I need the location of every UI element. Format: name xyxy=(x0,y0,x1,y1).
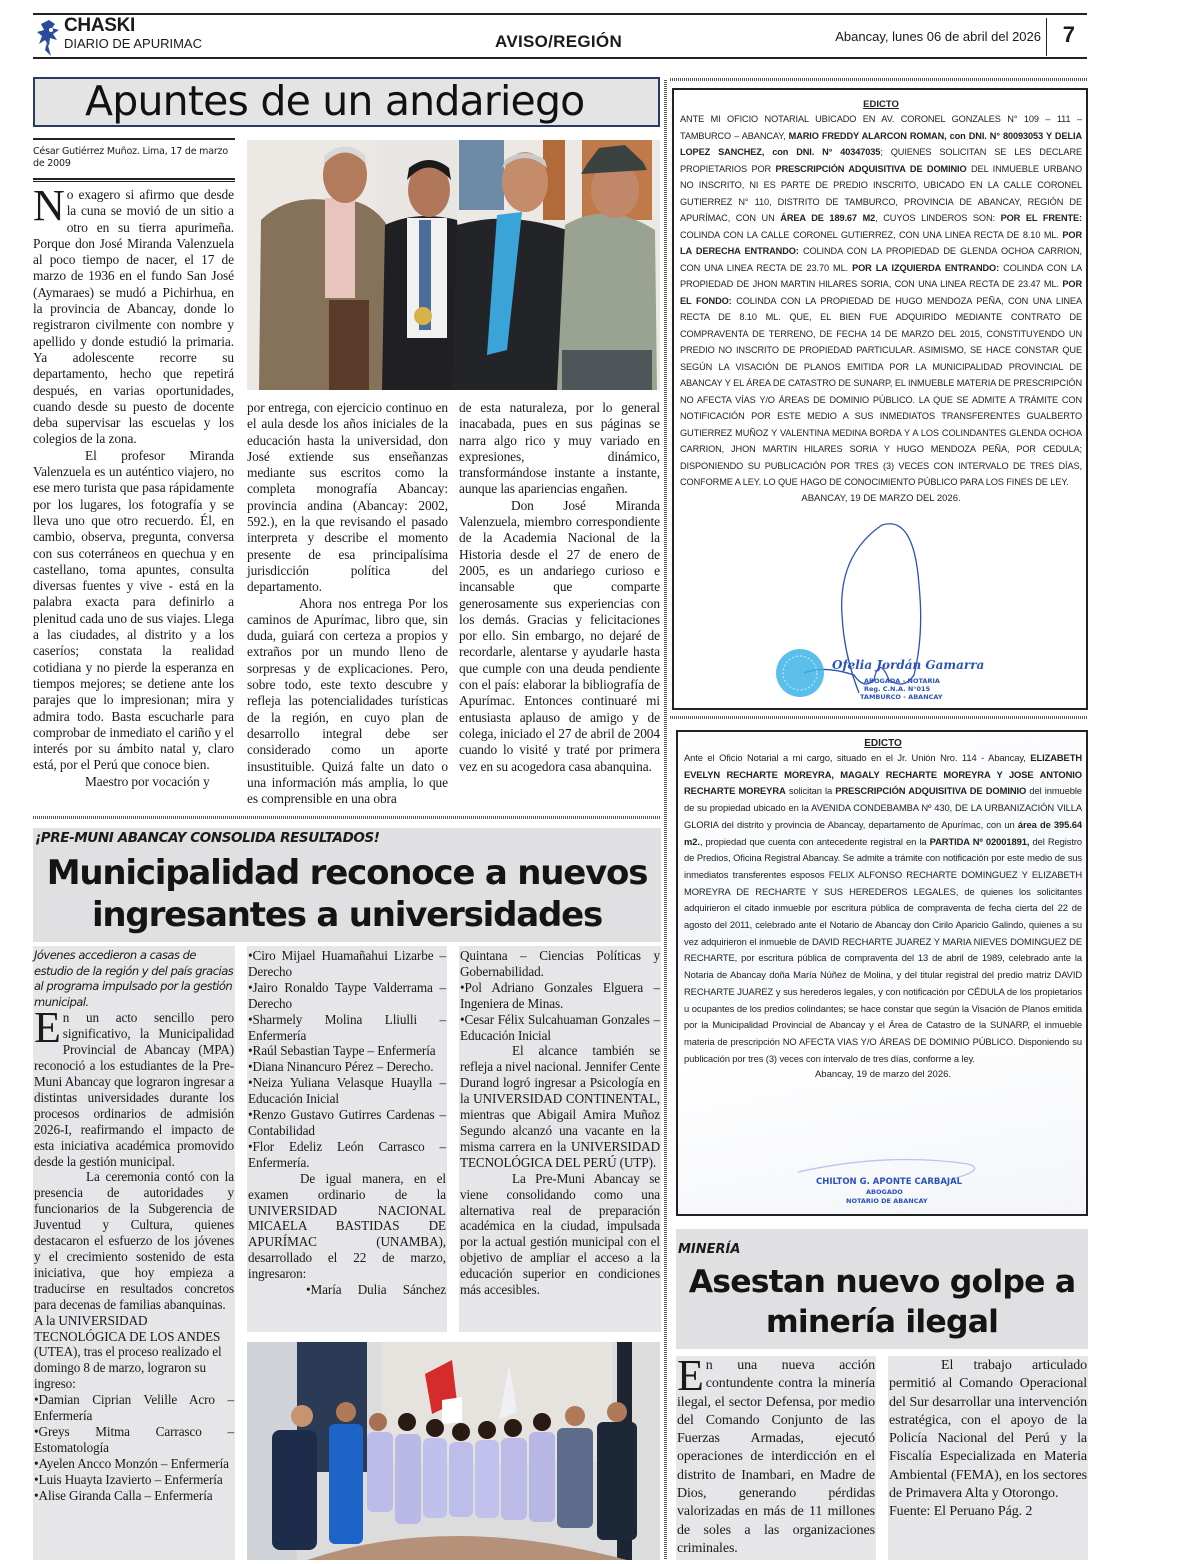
notary-signature-stamp xyxy=(764,505,984,710)
edicto-bold-text: área de 395.64 m2. xyxy=(684,818,1083,847)
paragraph: El alcance también se refleja a nivel nacional. Jennifer Cente Durand logró ingresar a Psicología en la UNIVERSIDAD CONTINENTAL, mientras que Abigail Amira Muñoz Segundo alcanzó una vacante en la misma carrera en la UNIVERSIDAD TECNOLÓGICA DEL PERÚ (UTP). xyxy=(460,1043,660,1170)
edicto-text: del inmueble de su propiedad ubicado en la AVENIDA CONDEBAMBA Nº 430, DE LA URBANIZACIÓN VILLA GLORIA del distrito y provincia de Abancay, departamento de Apurímac, con un xyxy=(684,785,1082,830)
byline: César Gutiérrez Muñoz. Lima, 17 de marzo de 2009 xyxy=(33,146,228,169)
edicto-bold-text: PARTIDA Nº 02001891, xyxy=(929,835,1030,847)
edicto-bold-text: POR EL FRENTE: xyxy=(1000,213,1082,223)
article1-column-2 xyxy=(247,400,448,807)
edicto-bold-text: PRESCRIPCIÓN ADQUISITIVA DE DOMINIO xyxy=(835,785,1027,797)
stamp-name: Ofelia Jordán Gamarra xyxy=(832,658,984,672)
dropcap: E xyxy=(34,1003,61,1053)
list-item: •Raúl Sebastian Taype – Enfermería xyxy=(248,1043,436,1059)
paragraph: A la UNIVERSIDAD TECNOLÓGICA DE LOS ANDES (UTEA), tras el proceso realizado el domingo 8 de marzo, lograron su ingreso: xyxy=(34,1312,222,1392)
edicto-notice-1 xyxy=(672,88,1088,710)
edicto-bold-text: MARIO FREDDY ALARCON ROMAN, con DNI. N° 80093053 Y DELIA LOPEZ SANCHEZ, con DNI. N° 40347035 xyxy=(680,130,1082,157)
title-line: ingresantes a universidades xyxy=(91,895,603,935)
edicto-text: COLINDA CON LA PROPIEDAD DE JHON MARTIN HILARES SORIA, CON UNA LINEA RECTA DE 23.47 ML. xyxy=(680,262,1082,289)
photo-four-men xyxy=(247,140,660,390)
list-item: •Pol Adriano Gonzales Elguera – Ingeniera de Minas. xyxy=(460,979,660,1011)
paragraph: El profesor Miranda Valenzuela es un auténtico viajero, no ese mero turista que pasa rápidamente por los lugares, los fotografía y se lleva uno que otro recuerdo. Él, en cambio, observa, pregunta, conversa con sus coterráneos en quechua y en castellano, toma apuntes, consulta diversas fuentes y vive - está en la palabra exacta para definirlo a plenitud cada uno de sus viajes. Llega a las ciudades, al distrito y a los caseríos; constata la realidad cotidiana y no pierde la esperanza en tiempos mejores; se detiene ante los parajes que lo impresionan; mira y admira todo. Basta escucharle para comprobar de inmediato el cariño y el interés por su ámbito natal y, claro está, por el Perú que conoce bien. xyxy=(33,447,234,773)
dropcap: N xyxy=(33,181,65,230)
article1-column-1 xyxy=(33,181,234,790)
paragraph: La ceremonia contó con la presencia de autoridades y funcionarios de la Subgerencia de Juventud y Cultura, quienes destacaron el esfuerzo de los jóvenes y el crecimiento sostenido de esta iniciativa, que hoy empieza a traducirse en resultados concretos para decenas de familias abanquinas. xyxy=(34,1169,234,1312)
edicto-bold-text: POR LA DERECHA ENTRANDO: xyxy=(680,229,1082,256)
masthead xyxy=(33,13,1087,59)
edicto-text: , propiedad que cuenta con antecedente registral en la xyxy=(699,835,930,847)
edicto-text: DEL INMUEBLE URBANO NO INSCRITO, NI ES PARTE DE PREDIO INSCRITO, UBICADO EN LA CALLE CORONEL GUTIERREZ N° 110, DISTRITO DE TAMBURCO, PROVINCIA DE ABANCAY, REGIÓN DE APURÍMAC, CON UN xyxy=(680,163,1083,223)
list-item: Quintana – Ciencias Políticas y Gobernabilidad. xyxy=(460,948,660,979)
list-item: •Ayelen Ancco Monzón – Enfermería xyxy=(34,1455,229,1471)
list-item: •Luis Huayta Izavierto – Enfermería xyxy=(34,1471,223,1487)
page-divider xyxy=(1046,18,1047,56)
paragraph: n una nueva acción contundente contra la minería ilegal, el sector Defensa, por medio del Comando Conjunto de las Fuerzas Armadas, ejecutó operaciones de interdicción en el distrito de Inambari, en Madre de Dios, generando pérdidas valorizadas en más de 11 millones de soles a las organizaciones criminales. xyxy=(677,1358,875,1556)
list-item: •Diana Ninancuro Pérez – Derecho. xyxy=(248,1059,434,1075)
edicto-bold-text: PRESCRIPCIÓN ADQUISITIVA DE DOMINIO xyxy=(775,163,967,174)
title-line: Municipalidad reconoce a nuevos xyxy=(46,853,648,893)
edicto-text: ANTE MI OFICIO NOTARIAL UBICADO EN AV. CORONEL GONZALES N° 109 – 111 – TAMBURCO – ABANCAY, xyxy=(680,114,1082,141)
list-item: •Jairo Ronaldo Taype Valderrama – Derecho xyxy=(248,979,446,1011)
edicto-text: ; QUIENES SOLICITAN SE LES DECLARE PROPIETARIOS POR xyxy=(680,147,1083,174)
rule xyxy=(670,716,1088,719)
article3-title xyxy=(676,1262,1088,1342)
edicto-body xyxy=(684,750,1082,1067)
edicto-title: EDICTO xyxy=(863,99,899,110)
paragraph: o exagero si afirmo que desde la cuna se movió de un sitio a otro en su tierra apurimeña. Porque don José Miranda Valenzuela al poco tiempo de nacer, el 17 de marzo de 1936 en el fundo San José (Aymaraes) se mudó a Pichirhua, en la provincia de Abancay, donde lo registraron civilmente con nombre y apellido y donde estudió la primaria. Ya adolescente recorre su departamento, hecho que repetirá después, en varias oportunidades, cuando desde su puesto de docente deba supervisar las escuelas y los colegios de la zona. xyxy=(33,187,234,447)
paragraph: Maestro por vocación y xyxy=(85,773,210,789)
utea-admitted-list xyxy=(34,1392,234,1503)
edicto-text: solicitan la xyxy=(785,785,836,797)
article1-title: Apuntes de un andariego xyxy=(33,77,660,127)
list-item: •Alise Giranda Calla – Enfermería xyxy=(34,1487,213,1503)
list-item: •Sharmely Molina Lliulli – Enfermería xyxy=(248,1011,446,1043)
paragraph: de esta naturaleza, por lo general inacabada, pues en sus páginas se narra algo rico y muy variado en expresiones, dinámico, transformándose instante a instante, aunque las apariencias engañen. xyxy=(459,400,660,497)
paragraph: Ahora nos entrega Por los caminos de Apurímac, libro que, sin duda, guiará con certeza a propios y extraños por un mundo lleno de sorpresas y de explicaciones. Pero, sobre todo, este texto descubre y refleja las potencialidades turísticas de la región, en cuyo plan de desarrollo integral debe ser considerado como un aporte insustituible. Quizá falte un dato o una información más amplia, lo que es comprensible en una obra xyxy=(247,595,448,807)
photo-students-group xyxy=(247,1342,660,1560)
article2-title xyxy=(33,852,661,936)
stamp-place: TAMBURCO - ABANCAY xyxy=(860,693,943,701)
brand-subtitle: DIARIO DE APURIMAC xyxy=(64,36,202,51)
edicto-date: Abancay, 19 de marzo del 2026. xyxy=(814,1069,952,1081)
brand xyxy=(64,16,202,51)
edicto-text: COLINDA CON LA PROPIEDAD DE GLENDA OCHOA CARRION, CON UNA LINEA RECTA DE 23.70 ML. xyxy=(680,246,1082,273)
list-item: •Renzo Gustavo Gutirres Cardenas – Contabilidad xyxy=(248,1107,446,1138)
article2-column-1 xyxy=(34,948,234,1503)
edicto-text: , CUYOS LINDEROS SON: xyxy=(875,213,1001,223)
article3-header xyxy=(676,1229,1088,1349)
admitted-list xyxy=(248,948,446,1171)
chaski-logo-icon xyxy=(35,18,63,58)
edicto-title: EDICTO xyxy=(864,738,902,749)
admitted-list xyxy=(460,948,660,1043)
article3-column-2 xyxy=(889,1357,1087,1522)
section-name: AVISO/REGIÓN xyxy=(495,32,623,51)
title-line: minería ilegal xyxy=(765,1304,999,1340)
photo-illustration xyxy=(247,140,660,390)
article3-column-1 xyxy=(677,1351,875,1558)
article3-source: Fuente: El Peruano Pág. 2 xyxy=(889,1504,1033,1520)
photo-illustration xyxy=(247,1342,660,1560)
edicto-notice-2 xyxy=(676,730,1088,1216)
edicto-text: COLINDA CON LA CALLE CORONEL GUTIERREZ, CON UNA LINEA RECTA DE 8.10 ML. xyxy=(680,229,1063,240)
edicto-bold-text: POR LA IZQUIERDA ENTRANDO: xyxy=(852,262,1000,273)
column-separator xyxy=(664,80,667,1560)
byline-rule xyxy=(33,138,235,140)
list-item: •Flor Edeliz León Carrasco – Enfermería. xyxy=(248,1138,446,1170)
list-item: •María Dulia Sánchez xyxy=(306,1282,446,1298)
article2-header xyxy=(33,828,661,942)
list-item: •Ciro Mijael Huamañahui Lizarbe – Derecho xyxy=(248,948,446,979)
stamp-place: NOTARIO DE ABANCAY xyxy=(846,1197,928,1205)
paragraph: Don José Miranda Valenzuela, miembro correspondiente de la Academia Nacional de la Historia desde el 27 de enero de 2005, es un andariego curioso e incansable que comparte generosamente sus experiencias con los demás. Gracias y felicitaciones por ello. Sin embargo, no dejaré de recordarle, alentarse y ayudarle hasta que cumple con una deuda pendiente con el país: elaborar la bibliografía de Apurímac. Entonces continuaré mi entusiasta aplauso de amigo y de colega, iniciado el 27 de abril de 2004 cuando lo visité y traté por primera vez en su acogedora casa abanquina. xyxy=(459,497,660,774)
paragraph: El trabajo articulado permitió al Comando Operacional del Sur desarrollar una intervención estratégica, con el apoyo de la Policía Nacional del Perú y la Fiscalía Especializada en Materia Ambiental (FEMA), en los sectores de Primavera Alta y Otorongo. xyxy=(889,1358,1087,1502)
paragraph: n un acto sencillo pero significativo, la Municipalidad Provincial de Abancay (MPA) reconoció a los estudiantes de la Pre-Muni Abancay que lograron ingresar a distintas universidades durante los procesos ordinarios de admisión 2026-I, reafirmando el impacto de esta iniciativa académica promovido desde la gestión municipal. xyxy=(34,1010,234,1169)
edicto-body xyxy=(680,111,1082,491)
dropcap: E xyxy=(677,1351,704,1400)
stamp-role: ABOGADO xyxy=(866,1188,903,1196)
article2-kicker: ¡PRE-MUNI ABANCAY CONSOLIDA RESULTADOS! xyxy=(35,830,380,846)
edicto-bold-text: ELIZABETH EVELYN RECHARTE MOREYRA, MAGALY RECHARTE MOREYRA Y JOSE ANTONIO RECHARTE MOREYRA xyxy=(684,752,1082,797)
page-number: 7 xyxy=(1062,22,1075,47)
edicto-date: ABANCAY, 19 DE MARZO DEL 2026. xyxy=(801,492,961,504)
article1-column-3 xyxy=(459,400,660,775)
paragraph: por entrega, con ejercicio continuo en el aula desde los años iniciales de la educación hasta la universidad, don José extiende sus enseñanzas mediante sus escritos como la completa monografía Abancay: provincia andina (Abancay: 2002, 592.), en la que revisando el pasado interpreta y describe el momento presente de esa principalísima jurisdicción política del departamento. xyxy=(247,400,448,595)
article2-column-3 xyxy=(460,948,660,1298)
stamp-role: ABOGADA - NOTARIA xyxy=(864,677,940,685)
paragraph: La Pre-Muni Abancay se viene consolidando como una alternativa real de preparación académica en la ciudad, impulsada por la actual gestión municipal con el objetivo de ampliar el acceso a la educación superior en condiciones más accesibles. xyxy=(460,1170,660,1298)
title-line: Asestan nuevo golpe a xyxy=(688,1264,1076,1300)
list-item: •Neiza Yuliana Velasque Huaylla – Educación Inicial xyxy=(248,1075,446,1107)
article2-lead: Jóvenes accedieron a casas de estudio de la región y del país gracias al programa impulsado por la gestión municipal. xyxy=(34,948,234,1009)
stamp-registration: Reg. C.N.A. N°015 xyxy=(864,685,931,693)
list-item: •Cesar Félix Sulcahuaman Gonzales – Educación Inicial xyxy=(460,1011,660,1043)
rule xyxy=(670,78,1088,81)
notary-signature-stamp xyxy=(768,1152,1028,1212)
list-item: •Damian Ciprian Velille Acro – Enfermería xyxy=(34,1392,234,1424)
article2-column-2 xyxy=(248,948,446,1298)
issue-date: Abancay, lunes 06 de abril del 2026 xyxy=(835,29,1041,44)
edicto-text: COLINDA CON LA PROPIEDAD DE HUGO MENDOZA PEÑA, CON UNA LINEA RECTA DE 8.10 ML. QUE, EL BIEN FUE ADQUIRIDO MEDIANTE CONTRATO DE COMPRAVENTA DE TERRENO, DE FECHA 14 DE MARZO DEL 2015, CONSTITUYENDO UN PREDIO NO INSCRITO DE PROPIEDAD PARTICULAR. ASIMISMO, SE HACE CONSTAR QUE SEGÚN LA VISACIÓN DE PLANOS EMITIDA POR LA MUNICIPALIDAD PROVINCIAL DE ABANCAY Y EL ÁREA DE CATASTRO DE SUNARP, EL INMUEBLE MATERIA DE PRESCRIPCIÓN NO AFECTA VÍAS Y/O ÁREAS DE DOMINIO PÚBLICO. LA QUE SE ADMITE A TRÁMITE CON NOTIFICACIÓN POR ESTE MEDIO A SUS INMEDIATOS TRANSFERENTES GUALBERTO GUTIERREZ MUÑOZ Y VALENTINA MEDINA BORDA Y A LOS COLINDANTES GLENDA OCHOA CARRION, JHON MARTIN HILARES SORIA Y HUGO MENDOZA PEÑA, POR CEDULA; DISPONIENDO SU PUBLICACIÓN POR TRES (3) VECES CON INTERVALO DE TRES DÍAS, CONFORME A LEY. LO QUE HAGO DE CONOCIMIENTO PÚBLICO PARA LOS FINES DE LEY. xyxy=(680,295,1082,487)
article3-kicker: MINERÍA xyxy=(678,1242,741,1257)
stamp-name: CHILTON G. APONTE CARBAJAL xyxy=(816,1177,963,1187)
paragraph: De igual manera, en el examen ordinario de la UNIVERSIDAD NACIONAL MICAELA BASTIDAS DE APURÍMAC (UNAMBA), desarrollado el 22 de marzo, ingresaron: xyxy=(248,1170,446,1282)
edicto-text: del Registro de Predios, Oficina Registral Abancay. Se admite a trámite con notificación por este medio de sus inmediatos transferentes esposos FELIX ALFONSO RECHARTE DOMINGUEZ Y ELIZABETH MOREYRA DE RECHARTE Y SUS HEREDEROS LEGALES, de quienes los solicitantes adquirieron el citado inmueble por escritura pública de compraventa de fecha cierta del 22 de agosto del 2011, celebrado ante el Notario de Abancay don Cirilo Aparicio Galindo, quienes a su vez adquirieron el inmueble de DAVID RECHARTE JUAREZ Y MARIA NIEVES DOMINGUEZ DE RECHARTE, por escritura pública de compraventa del 13 de abril de 1989, celebrado ante la Notaria de Abancay doña María Núñez de Molina, y del titular registral del predio matriz DAVID RECHARTE JUAREZ y sus herederos legales, y con notificación por CÉDULA de los propietarios u ocupantes de los predios colindantes; se hace constar que según la Visación de Planos emitida por la Municipalidad Provincial de Abancay y el Área de Catastro de la SUNARP, el inmueble materia de prescripción NO AFECTA VIAS Y/O ÁREAS DE DOMINIO PÚBLICO. Disponiendo su publicación por tres (3) veces con intervalo de tres días, conforme a ley. xyxy=(684,835,1082,1064)
edicto-bold-text: ÁREA DE 189.67 M2 xyxy=(780,213,876,223)
brand-name: CHASKI xyxy=(64,15,136,36)
edicto-text: Ante el Oficio Notarial a mi cargo, situado en el Jr. Unión Nro. 114 - Abancay, xyxy=(684,752,1031,763)
rule xyxy=(33,816,661,819)
edicto-bold-text: POR EL FONDO: xyxy=(680,279,1082,306)
list-item: •Greys Mitma Carrasco – Estomatología xyxy=(34,1423,234,1455)
